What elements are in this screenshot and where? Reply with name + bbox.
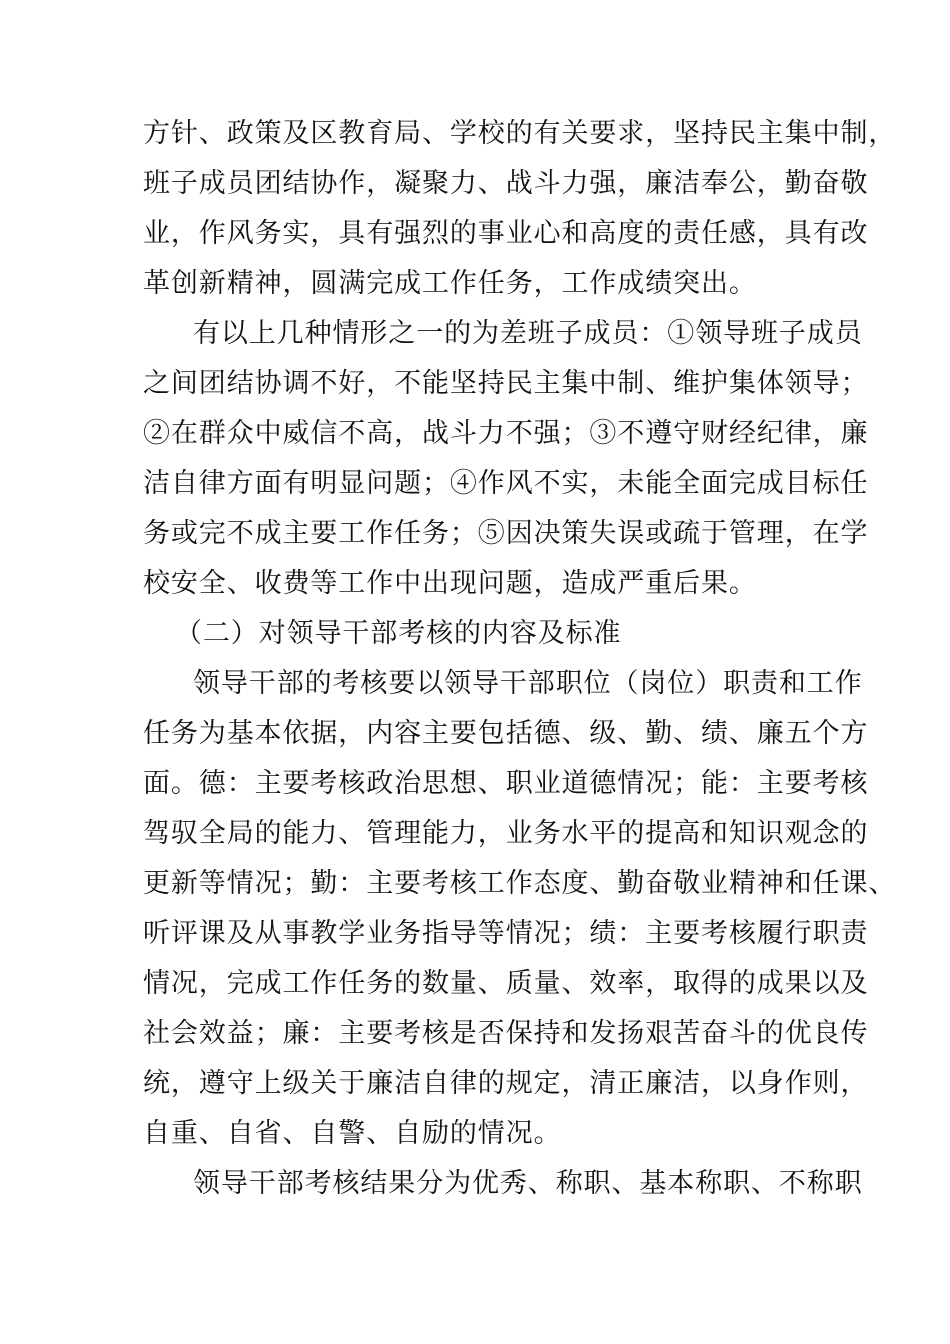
text-line-20: 统，遵守上级关于廉洁自律的规定，清正廉洁，以身作则，	[143, 1068, 869, 1099]
text-line-10: 校安全、收费等工作中出现问题，造成严重后果。	[143, 568, 757, 599]
text-line-4: 革创新精神，圆满完成工作任务，工作成绩突出。	[143, 268, 757, 299]
text-line-1: 方针、政策及区教育局、学校的有关要求，坚持民主集中制，	[143, 118, 897, 149]
text-line-15: 驾驭全局的能力、管理能力，业务水平的提高和知识观念的	[143, 818, 869, 849]
text-line-3: 业，作风务实，具有强烈的事业心和高度的责任感，具有改	[143, 218, 869, 249]
text-line-6: 之间团结协调不好，不能坚持民主集中制、维护集体领导；	[143, 368, 869, 399]
text-line-21: 自重、自省、自警、自励的情况。	[143, 1118, 562, 1149]
paragraph-start-line-5: 有以上几种情形之一的为差班子成员：①领导班子成员	[193, 318, 863, 349]
text-line-19: 社会效益；廉：主要考核是否保持和发扬艰苦奋斗的优良传	[143, 1018, 869, 1049]
text-line-14: 面。德：主要考核政治思想、职业道德情况；能：主要考核	[143, 768, 869, 799]
paragraph-start-line-12: 领导干部的考核要以领导干部职位（岗位）职责和工作	[193, 668, 863, 699]
text-line-16: 更新等情况；勤：主要考核工作态度、勤奋敬业精神和任课、	[143, 868, 897, 899]
text-line-7: ②在群众中威信不高，战斗力不强；③不遵守财经纪律，廉	[143, 418, 869, 449]
text-line-13: 任务为基本依据，内容主要包括德、级、勤、绩、廉五个方	[143, 718, 869, 749]
text-line-17: 听评课及从事教学业务指导等情况；绩：主要考核履行职责	[143, 918, 869, 949]
paragraph-start-line-22: 领导干部考核结果分为优秀、称职、基本称职、不称职	[193, 1168, 863, 1199]
text-line-18: 情况，完成工作任务的数量、质量、效率，取得的成果以及	[143, 968, 869, 999]
text-line-8: 洁自律方面有明显问题；④作风不实，未能全面完成目标任	[143, 468, 869, 499]
text-line-2: 班子成员团结协作，凝聚力、战斗力强，廉洁奉公，勤奋敬	[143, 168, 869, 199]
section-heading: （二）对领导干部考核的内容及标准	[175, 618, 622, 649]
text-line-9: 务或完不成主要工作任务；⑤因决策失误或疏于管理，在学	[143, 518, 869, 549]
